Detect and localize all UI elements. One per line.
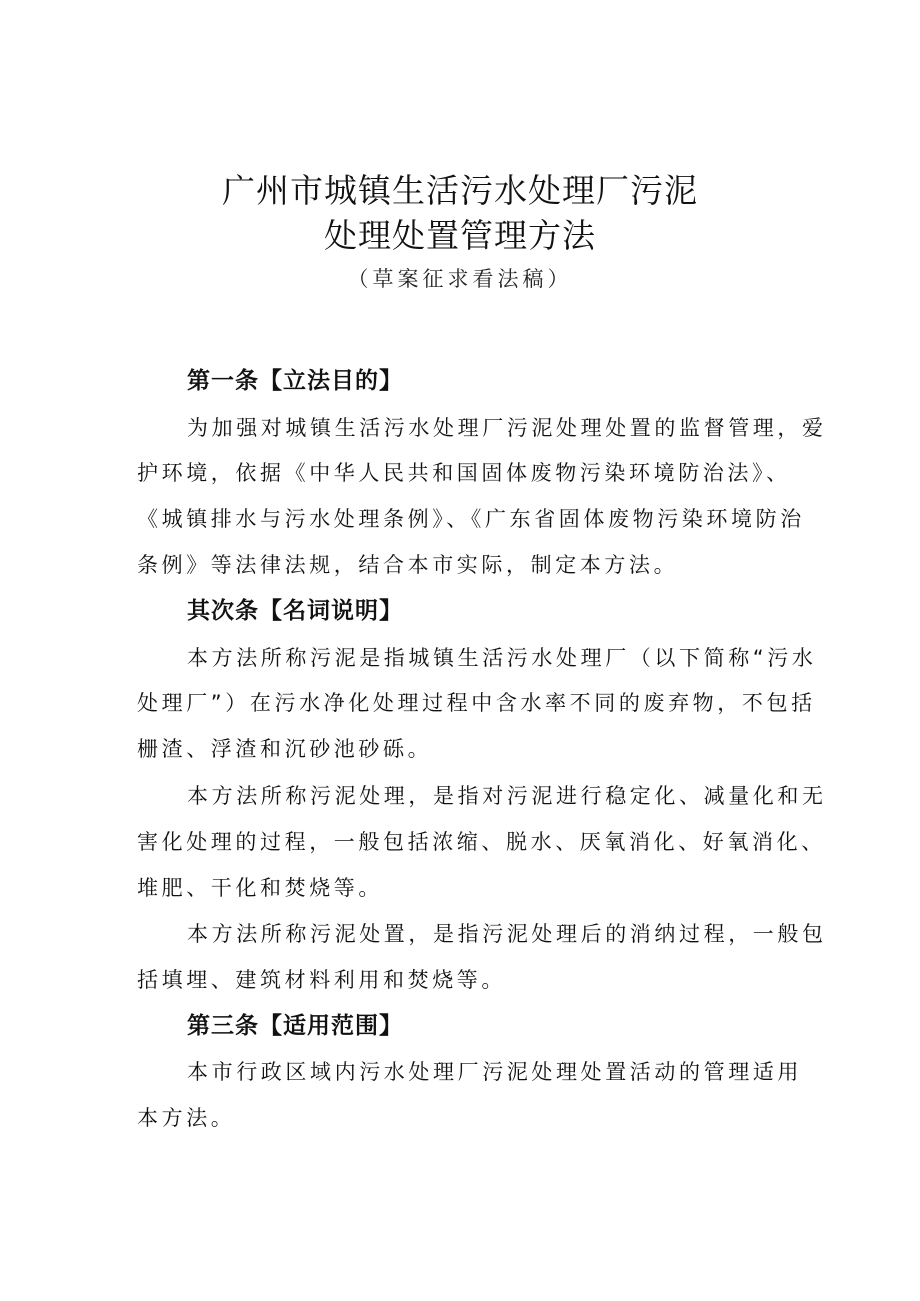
document-title-line-1: 广州市城镇生活污水处理厂污泥 (222, 171, 698, 210)
article-2-heading: 其次条【名词说明】 (187, 598, 403, 624)
article-2-line-2: 处理厂”）在污水净化处理过程中含水率不同的废弃物，不包括 (137, 691, 816, 715)
article-2-line-5: 害化处理的过程，一般包括浓缩、脱水、厌氧消化、好氧消化、 (137, 830, 826, 854)
article-3-line-1: 本市行政区域内污水处理厂污泥处理处置活动的管理适用 (187, 1060, 802, 1084)
article-3-heading: 第三条【适用范围】 (187, 1013, 403, 1039)
article-1-line-1: 为加强对城镇生活污水处理厂污泥处理处置的监督管理，爱 (187, 416, 827, 440)
article-2-line-8: 括填埋、建筑材料利用和焚烧等。 (137, 968, 506, 992)
article-2-line-7: 本方法所称污泥处置，是指污泥处理后的消纳过程，一般包 (187, 922, 827, 946)
article-1-line-3: 《城镇排水与污水处理条例》、《广东省固体废物污染环境防治 (137, 507, 805, 531)
article-1-line-2: 护环境，依据《中华人民共和国固体废物污染环境防治法》、 (137, 461, 791, 485)
article-2-line-1: 本方法所称污泥是指城镇生活污水处理厂（以下简称“污水 (187, 646, 817, 670)
article-1-line-4: 条例》等法律法规，结合本市实际，制定本方法。 (137, 553, 679, 577)
article-2-line-6: 堆肥、干化和焚烧等。 (137, 876, 383, 900)
article-2-line-4: 本方法所称污泥处理，是指对污泥进行稳定化、减量化和无 (187, 784, 827, 808)
article-2-line-3: 栅渣、浮渣和沉砂池砂砾。 (137, 737, 433, 761)
document-subtitle: （草案征求看法稿） (347, 267, 573, 291)
article-3-line-2: 本方法。 (137, 1106, 236, 1130)
article-1-heading: 第一条【立法目的】 (187, 368, 403, 394)
document-title-line-2: 处理处置管理方法 (324, 216, 596, 255)
